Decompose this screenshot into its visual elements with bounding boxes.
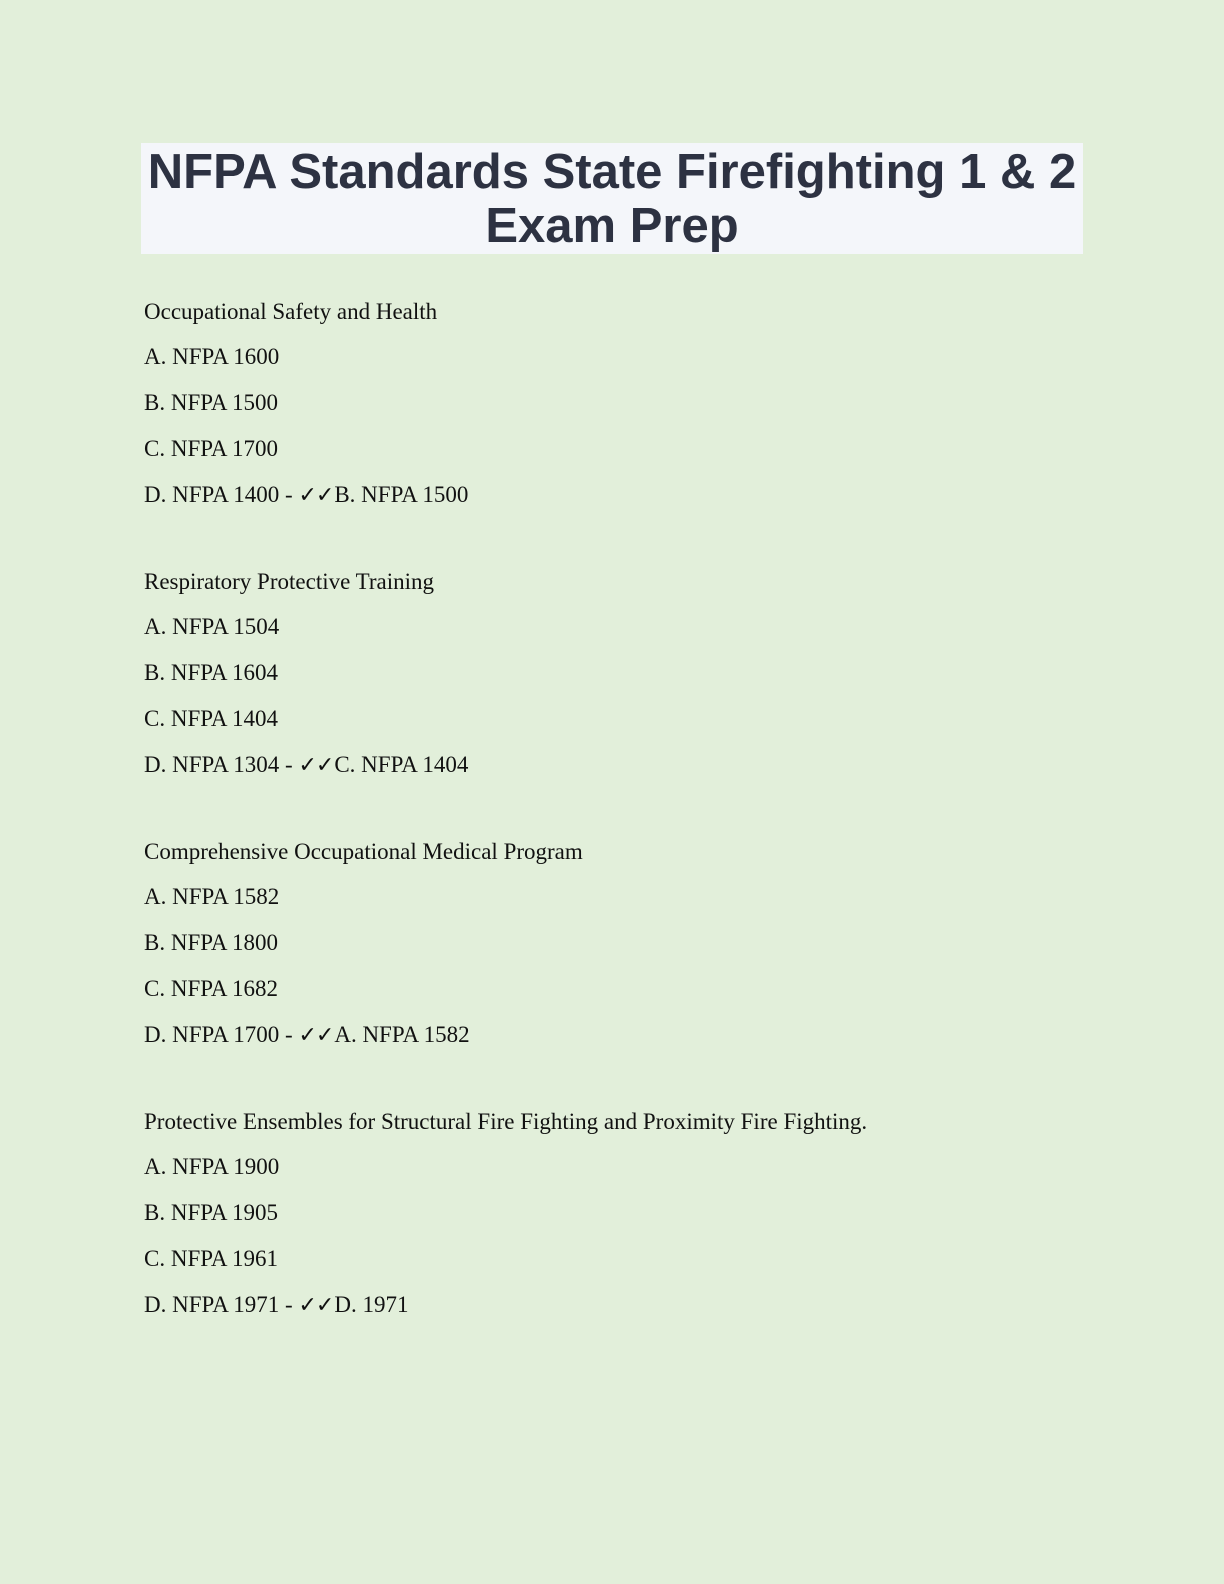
answer-option: B. NFPA 1500	[144, 390, 279, 415]
question-block	[144, 1107, 1104, 1321]
correct-answer: D. 1971	[334, 1292, 409, 1317]
correct-answer: B. NFPA 1500	[334, 482, 469, 507]
double-check-icon: ✓✓	[298, 1023, 334, 1048]
double-check-icon: ✓✓	[298, 483, 334, 508]
answer-option: A. NFPA 1582	[144, 884, 280, 909]
correct-answer: A. NFPA 1582	[334, 1022, 470, 1047]
answer-option: A. NFPA 1900	[144, 1154, 280, 1179]
question-text: Comprehensive Occupational Medical Program	[144, 839, 583, 864]
answer-option-text: D. NFPA 1700 -	[144, 1022, 299, 1047]
correct-answer: C. NFPA 1404	[334, 752, 469, 777]
document-title: NFPA Standards State Firefighting 1 & 2 Exam Prep	[147, 144, 1077, 253]
title-banner	[141, 143, 1083, 254]
answer-option-text: D. NFPA 1971 -	[144, 1292, 299, 1317]
answer-option-text: D. NFPA 1304 -	[144, 752, 299, 777]
answer-option: B. NFPA 1800	[144, 930, 279, 955]
answer-option-with-answer	[144, 1020, 1104, 1051]
answer-option-with-answer	[144, 1290, 1104, 1321]
question-block	[144, 297, 1104, 511]
answer-option: C. NFPA 1700	[144, 436, 279, 461]
answer-option: C. NFPA 1404	[144, 706, 279, 731]
answer-option-with-answer	[144, 480, 1104, 511]
answer-option: A. NFPA 1504	[144, 614, 280, 639]
question-text: Protective Ensembles for Structural Fire Fighting and Proximity Fire Fighting.	[144, 1109, 868, 1134]
answer-option: A. NFPA 1600	[144, 344, 280, 369]
answer-option-text: D. NFPA 1400 -	[144, 482, 299, 507]
question-text: Respiratory Protective Training	[144, 569, 435, 594]
answer-option: B. NFPA 1604	[144, 660, 279, 685]
question-block	[144, 837, 1104, 1051]
double-check-icon: ✓✓	[298, 753, 334, 778]
answer-option-with-answer	[144, 750, 1104, 781]
question-block	[144, 567, 1104, 781]
answer-option: C. NFPA 1961	[144, 1246, 279, 1271]
answer-option: B. NFPA 1905	[144, 1200, 279, 1225]
question-text: Occupational Safety and Health	[144, 299, 438, 324]
question-list	[144, 297, 1104, 1377]
answer-option: C. NFPA 1682	[144, 976, 279, 1001]
double-check-icon: ✓✓	[298, 1293, 334, 1318]
